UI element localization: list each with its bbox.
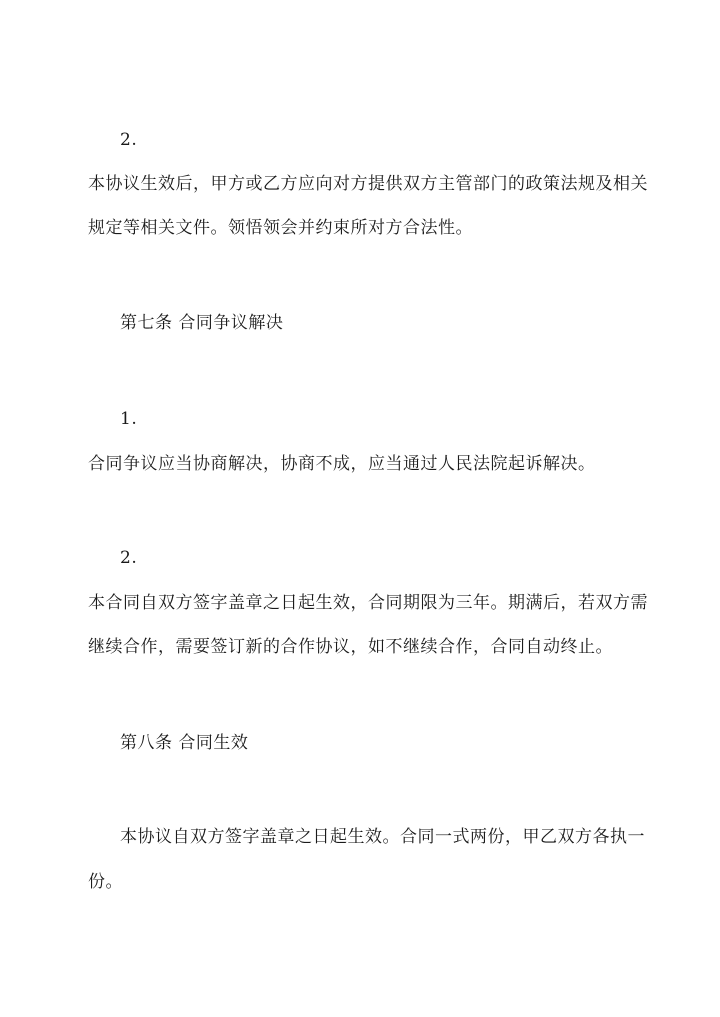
paragraph-line: 本合同自双方签字盖章之日起生效，合同期限为三年。期满后，若双方需 — [88, 593, 648, 613]
paragraph-line: 规定等相关文件。领悟领会并约束所对方合法性。 — [88, 218, 473, 238]
paragraph-line: 份。 — [88, 872, 123, 892]
item-number: 2. — [120, 548, 138, 568]
item-number: 1. — [120, 409, 138, 429]
article-heading: 第八条 合同生效 — [120, 733, 249, 753]
item-number: 2. — [120, 130, 138, 150]
paragraph-line: 本协议自双方签字盖章之日起生效。合同一式两份，甲乙双方各执一 — [120, 827, 645, 847]
article-heading: 第七条 合同争议解决 — [120, 313, 284, 333]
paragraph-line: 合同争议应当协商解决，协商不成，应当通过人民法院起诉解决。 — [88, 454, 596, 474]
paragraph-line: 本协议生效后，甲方或乙方应向对方提供双方主管部门的政策法规及相关 — [88, 174, 648, 194]
paragraph-line: 继续合作，需要签订新的合作协议，如不继续合作，合同自动终止。 — [88, 637, 613, 657]
